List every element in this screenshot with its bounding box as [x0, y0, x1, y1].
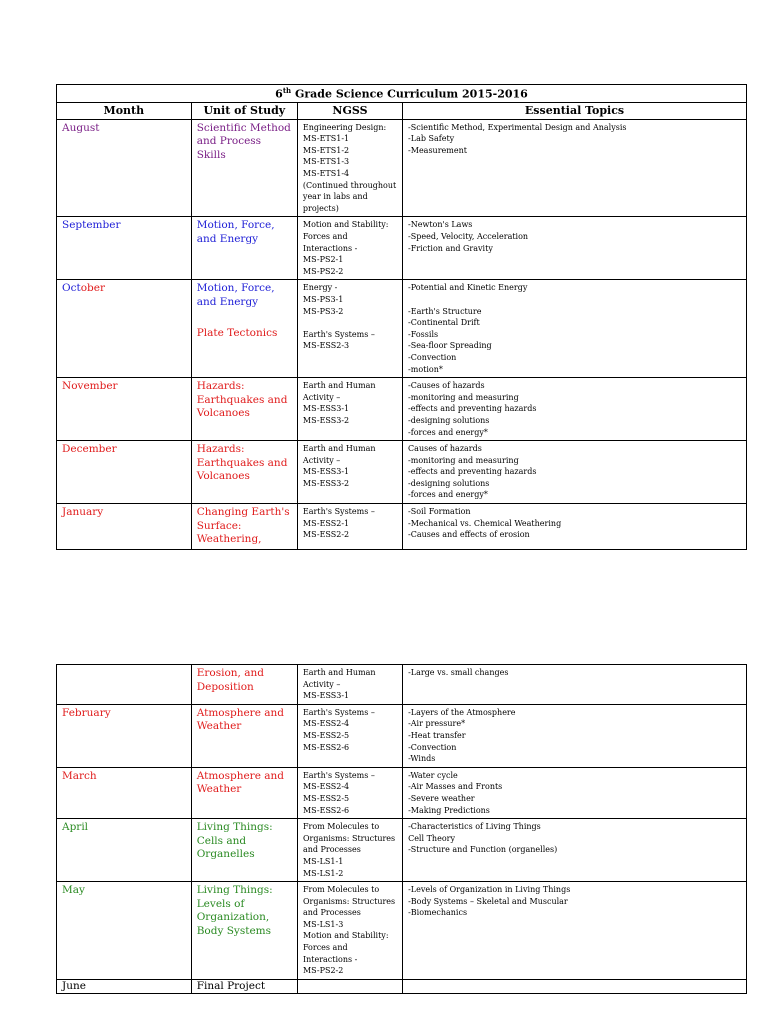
table-row — [57, 819, 747, 882]
column-header-ngss: NGSS — [297, 102, 402, 119]
month-cell: November — [57, 378, 192, 441]
ngss-cell: Earth and Human Activity – MS-ESS3-1 — [297, 665, 402, 705]
table-row — [57, 704, 747, 767]
topics-cell: -Scientific Method, Experimental Design and Analysis -Lab Safety -Measurement — [403, 119, 747, 217]
topics-cell: -Characteristics of Living Things Cell Theory -Structure and Function (organelles) — [403, 819, 747, 882]
topics-cell: -Soil Formation -Mechanical vs. Chemical Weathering -Causes and effects of erosion — [403, 504, 747, 550]
month-cell: October — [57, 280, 192, 378]
ngss-cell: Earth's Systems – MS-ESS2-4 MS-ESS2-5 MS-ESS2-6 — [297, 704, 402, 767]
month-cell: September — [57, 217, 192, 280]
unit-cell: Motion, Force, and Energy Plate Tectonics — [191, 280, 297, 378]
ngss-cell: Engineering Design: MS-ETS1-1 MS-ETS1-2 MS-ETS1-3 MS-ETS1-4 (Continued throughout year in labs and projects) — [297, 119, 402, 217]
column-header-unit: Unit of Study — [191, 102, 297, 119]
unit-cell: Hazards: Earthquakes and Volcanoes — [191, 441, 297, 504]
table-row — [57, 280, 747, 378]
ngss-cell — [297, 979, 402, 994]
unit-cell: Atmosphere and Weather — [191, 704, 297, 767]
ngss-cell: Energy - MS-PS3-1 MS-PS3-2 Earth's Systems – MS-ESS2-3 — [297, 280, 402, 378]
month-cell: May — [57, 882, 192, 980]
topics-cell: -Potential and Kinetic Energy -Earth's Structure -Continental Drift -Fossils -Sea-floor Spreading -Convection -motion* — [403, 280, 747, 378]
unit-cell: Motion, Force, and Energy — [191, 217, 297, 280]
topics-cell — [403, 979, 747, 994]
ngss-cell: Motion and Stability: Forces and Interactions - MS-PS2-1 MS-PS2-2 — [297, 217, 402, 280]
table-row — [57, 217, 747, 280]
unit-cell: Final Project — [191, 979, 297, 994]
table-row — [57, 504, 747, 550]
month-cell: March — [57, 767, 192, 818]
ngss-cell: Earth and Human Activity – MS-ESS3-1 MS-ESS3-2 — [297, 378, 402, 441]
table-row — [57, 979, 747, 994]
unit-cell: Atmosphere and Weather — [191, 767, 297, 818]
unit-cell: Changing Earth's Surface: Weathering, — [191, 504, 297, 550]
topics-cell: -Newton's Laws -Speed, Velocity, Acceleration -Friction and Gravity — [403, 217, 747, 280]
ngss-cell: Earth's Systems – MS-ESS2-4 MS-ESS2-5 MS-ESS2-6 — [297, 767, 402, 818]
column-header-month: Month — [57, 102, 192, 119]
unit-cell: Erosion, and Deposition — [191, 665, 297, 705]
table-title: 6th Grade Science Curriculum 2015-2016 — [57, 85, 747, 103]
table-row — [57, 441, 747, 504]
month-cell: January — [57, 504, 192, 550]
ngss-cell: From Molecules to Organisms: Structures and Processes MS-LS1-3 Motion and Stability: Forces and Interactions - MS-PS2-2 — [297, 882, 402, 980]
table-row — [57, 882, 747, 980]
table-row — [57, 119, 747, 217]
unit-cell: Hazards: Earthquakes and Volcanoes — [191, 378, 297, 441]
month-cell: December — [57, 441, 192, 504]
topics-cell: -Water cycle -Air Masses and Fronts -Severe weather -Making Predictions — [403, 767, 747, 818]
topics-cell: -Large vs. small changes — [403, 665, 747, 705]
topics-cell: -Levels of Organization in Living Things -Body Systems – Skeletal and Muscular -Biomechanics — [403, 882, 747, 980]
table-row — [57, 378, 747, 441]
month-cell — [57, 665, 192, 705]
topics-cell: Causes of hazards -monitoring and measuring -effects and preventing hazards -designing solutions -forces and energy* — [403, 441, 747, 504]
month-cell: April — [57, 819, 192, 882]
ngss-cell: Earth and Human Activity – MS-ESS3-1 MS-ESS3-2 — [297, 441, 402, 504]
ngss-cell: From Molecules to Organisms: Structures and Processes MS-LS1-1 MS-LS1-2 — [297, 819, 402, 882]
month-cell: June — [57, 979, 192, 994]
table-row — [57, 665, 747, 705]
month-cell: February — [57, 704, 192, 767]
unit-cell: Living Things: Cells and Organelles — [191, 819, 297, 882]
curriculum-table-page2 — [56, 664, 747, 994]
topics-cell: -Layers of the Atmosphere -Air pressure* -Heat transfer -Convection -Winds — [403, 704, 747, 767]
column-header-topics: Essential Topics — [403, 102, 747, 119]
curriculum-table-page1 — [56, 84, 747, 550]
month-cell: August — [57, 119, 192, 217]
ngss-cell: Earth's Systems – MS-ESS2-1 MS-ESS2-2 — [297, 504, 402, 550]
unit-cell: Living Things: Levels of Organization, Body Systems — [191, 882, 297, 980]
topics-cell: -Causes of hazards -monitoring and measuring -effects and preventing hazards -designing solutions -forces and energy* — [403, 378, 747, 441]
table-row — [57, 767, 747, 818]
unit-cell: Scientific Method and Process Skills — [191, 119, 297, 217]
